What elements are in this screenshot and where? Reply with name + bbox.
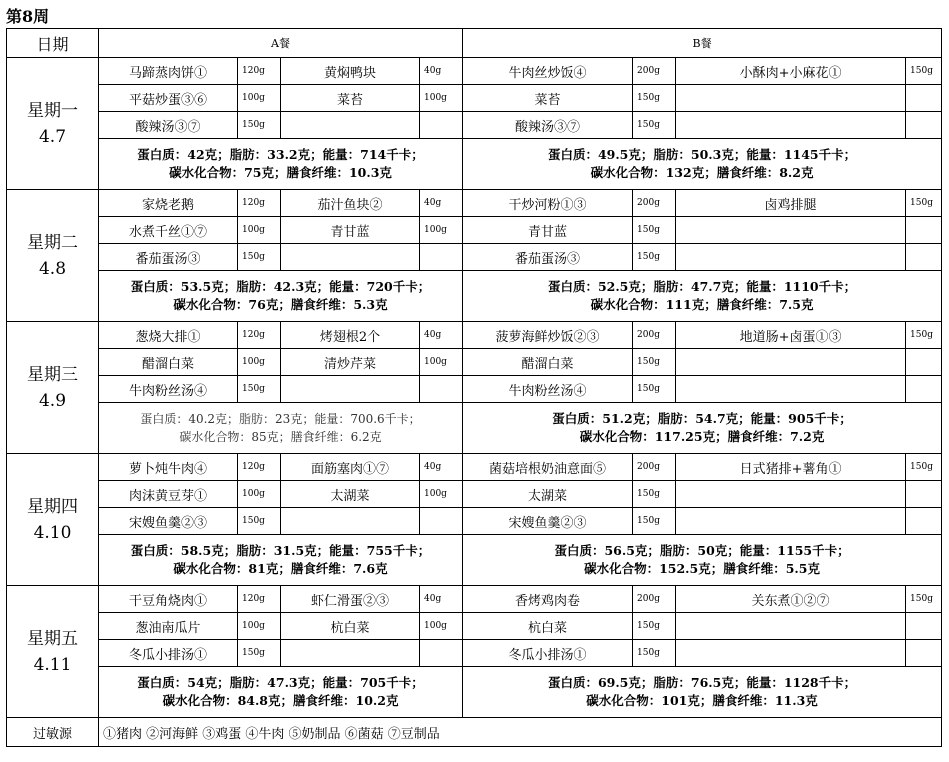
- b-dish-side-weight: 150g: [906, 58, 942, 85]
- dish-row: [7, 85, 942, 112]
- b-dish-main-weight: 150g: [633, 244, 676, 271]
- b-nutrition: [463, 403, 942, 454]
- a-dish-side-weight: 100g: [420, 481, 463, 508]
- b-dish-side: [676, 112, 906, 139]
- a-dish-side-weight: 40g: [420, 454, 463, 481]
- b-dish-side-weight: [906, 85, 942, 112]
- a-dish-side: 青甘蓝: [281, 217, 420, 244]
- a-dish-main: 冬瓜小排汤①: [99, 640, 238, 667]
- b-dish-main: 番茄蛋汤③: [463, 244, 633, 271]
- a-dish-side: [281, 508, 420, 535]
- dish-row: [7, 376, 942, 403]
- a-dish-main-weight: 120g: [238, 58, 281, 85]
- b-dish-side-weight: [906, 217, 942, 244]
- b-dish-main-weight: 200g: [633, 322, 676, 349]
- nutrition-row: [7, 667, 942, 718]
- a-dish-side: [281, 640, 420, 667]
- a-dish-side-weight: [420, 112, 463, 139]
- a-dish-main: 萝卜炖牛肉④: [99, 454, 238, 481]
- nutrition-line: 碳水化合物：132克；膳食纤维：8.2克: [590, 165, 814, 180]
- day-cell: [7, 586, 99, 718]
- nutrition-line: 碳水化合物：75克；膳食纤维：10.3克: [169, 165, 392, 180]
- day-cell: [7, 454, 99, 586]
- b-dish-side: [676, 508, 906, 535]
- b-dish-main-weight: 150g: [633, 85, 676, 112]
- b-dish-main-weight: 150g: [633, 376, 676, 403]
- b-dish-side: [676, 244, 906, 271]
- allergy-row: [7, 718, 942, 747]
- b-dish-main-weight: 200g: [633, 454, 676, 481]
- b-dish-side: [676, 613, 906, 640]
- b-dish-side-weight: [906, 376, 942, 403]
- a-dish-side: 虾仁滑蛋②③: [281, 586, 420, 613]
- menu-table: [6, 28, 942, 747]
- a-dish-main-weight: 150g: [238, 508, 281, 535]
- b-dish-main: 青甘蓝: [463, 217, 633, 244]
- dish-row: [7, 58, 942, 85]
- b-dish-side-weight: 150g: [906, 454, 942, 481]
- day-date: 4.10: [33, 522, 72, 543]
- b-dish-main-weight: 200g: [633, 58, 676, 85]
- a-dish-main: 醋溜白菜: [99, 349, 238, 376]
- a-dish-main-weight: 100g: [238, 217, 281, 244]
- b-dish-main: 太湖菜: [463, 481, 633, 508]
- a-dish-side-weight: 40g: [420, 58, 463, 85]
- a-dish-side: 茄汁鱼块②: [281, 190, 420, 217]
- dish-row: [7, 454, 942, 481]
- b-dish-main-weight: 200g: [633, 190, 676, 217]
- a-dish-main: 水煮千丝①⑦: [99, 217, 238, 244]
- b-nutrition: [463, 667, 942, 718]
- b-dish-side: 小酥肉+小麻花①: [676, 58, 906, 85]
- nutrition-line: 碳水化合物：85克；膳食纤维：6.2克: [179, 430, 382, 444]
- nutrition-row: [7, 535, 942, 586]
- a-dish-main-weight: 150g: [238, 112, 281, 139]
- b-dish-main: 杭白菜: [463, 613, 633, 640]
- a-nutrition: [99, 139, 463, 190]
- nutrition-line: 蛋白质：69.5克；脂肪：76.5克；能量：1128千卡；: [547, 675, 857, 690]
- a-nutrition: [99, 403, 463, 454]
- b-dish-side-weight: [906, 508, 942, 535]
- a-nutrition: [99, 271, 463, 322]
- day-cell: [7, 58, 99, 190]
- a-dish-main-weight: 150g: [238, 376, 281, 403]
- a-dish-main-weight: 150g: [238, 244, 281, 271]
- a-dish-side: [281, 376, 420, 403]
- allergy-list: ①猪肉 ②河海鲜 ③鸡蛋 ④牛肉 ⑤奶制品 ⑥菌菇 ⑦豆制品: [99, 718, 942, 747]
- b-dish-main-weight: 150g: [633, 349, 676, 376]
- day-name: 星期四: [27, 496, 78, 517]
- b-dish-main-weight: 150g: [633, 613, 676, 640]
- dish-row: [7, 190, 942, 217]
- day-name: 星期二: [27, 232, 78, 253]
- b-dish-side-weight: [906, 481, 942, 508]
- a-dish-main-weight: 120g: [238, 586, 281, 613]
- a-nutrition: [99, 535, 463, 586]
- a-dish-main: 干豆角烧肉①: [99, 586, 238, 613]
- b-dish-main-weight: 150g: [633, 217, 676, 244]
- a-dish-main: 牛肉粉丝汤④: [99, 376, 238, 403]
- a-dish-main: 宋嫂鱼羹②③: [99, 508, 238, 535]
- b-dish-main-weight: 150g: [633, 112, 676, 139]
- nutrition-row: [7, 139, 942, 190]
- a-dish-side: 杭白菜: [281, 613, 420, 640]
- dish-row: [7, 508, 942, 535]
- nutrition-line: 碳水化合物：84.8克；膳食纤维：10.2克: [162, 693, 399, 708]
- b-dish-side: 日式猪排+薯角①: [676, 454, 906, 481]
- a-dish-main-weight: 100g: [238, 481, 281, 508]
- a-dish-side-weight: 40g: [420, 586, 463, 613]
- b-dish-main: 牛肉粉丝汤④: [463, 376, 633, 403]
- a-dish-main-weight: 100g: [238, 349, 281, 376]
- dish-row: [7, 481, 942, 508]
- a-dish-main: 平菇炒蛋③⑥: [99, 85, 238, 112]
- nutrition-line: 蛋白质：52.5克；脂肪：47.7克；能量：1110千卡；: [547, 279, 857, 294]
- a-dish-main-weight: 120g: [238, 454, 281, 481]
- week-title: 第8周: [6, 7, 50, 26]
- b-dish-side-weight: [906, 349, 942, 376]
- a-dish-side: 黄焖鸭块: [281, 58, 420, 85]
- day-date: 4.8: [38, 258, 67, 279]
- b-dish-main-weight: 150g: [633, 508, 676, 535]
- dish-row: [7, 586, 942, 613]
- a-dish-main: 葱油南瓜片: [99, 613, 238, 640]
- b-dish-main: 冬瓜小排汤①: [463, 640, 633, 667]
- a-dish-side: [281, 112, 420, 139]
- dish-row: [7, 349, 942, 376]
- allergy-label: 过敏源: [7, 718, 99, 747]
- nutrition-line: 碳水化合物：81克；膳食纤维：7.6克: [173, 561, 388, 576]
- b-dish-main: 酸辣汤③⑦: [463, 112, 633, 139]
- b-dish-main: 菜苔: [463, 85, 633, 112]
- a-dish-main: 葱烧大排①: [99, 322, 238, 349]
- a-dish-main-weight: 120g: [238, 322, 281, 349]
- a-dish-side: 太湖菜: [281, 481, 420, 508]
- b-dish-main-weight: 200g: [633, 586, 676, 613]
- b-dish-side: [676, 217, 906, 244]
- b-dish-side: 地道肠+卤蛋①③: [676, 322, 906, 349]
- a-dish-side-weight: 40g: [420, 190, 463, 217]
- b-dish-side: [676, 349, 906, 376]
- b-dish-side: [676, 640, 906, 667]
- nutrition-line: 蛋白质：54克；脂肪：47.3克；能量：705千卡；: [137, 675, 424, 690]
- b-dish-side: [676, 481, 906, 508]
- nutrition-line: 碳水化合物：76克；膳食纤维：5.3克: [173, 297, 388, 312]
- nutrition-line: 碳水化合物：101克；膳食纤维：11.3克: [586, 693, 818, 708]
- b-dish-side-weight: [906, 244, 942, 271]
- day-cell: [7, 190, 99, 322]
- a-dish-main: 家烧老鹅: [99, 190, 238, 217]
- a-dish-side-weight: [420, 640, 463, 667]
- nutrition-row: [7, 403, 942, 454]
- a-dish-main: 肉沫黄豆芽①: [99, 481, 238, 508]
- header-a-meal: A餐: [99, 29, 463, 58]
- a-dish-side-weight: [420, 376, 463, 403]
- day-date: 4.11: [33, 654, 72, 675]
- b-dish-side: [676, 376, 906, 403]
- b-dish-main: 香烤鸡肉卷: [463, 586, 633, 613]
- a-dish-side-weight: 100g: [420, 217, 463, 244]
- b-dish-main: 菌菇培根奶油意面⑤: [463, 454, 633, 481]
- day-date: 4.9: [38, 390, 67, 411]
- day-name: 星期三: [27, 364, 78, 385]
- b-dish-side-weight: 150g: [906, 322, 942, 349]
- b-dish-main: 菠萝海鲜炒饭②③: [463, 322, 633, 349]
- b-dish-main: 牛肉丝炒饭④: [463, 58, 633, 85]
- a-dish-side: [281, 244, 420, 271]
- dish-row: [7, 217, 942, 244]
- b-dish-side-weight: 150g: [906, 586, 942, 613]
- header-b-meal: B餐: [463, 29, 942, 58]
- b-dish-side-weight: [906, 112, 942, 139]
- header-row: [7, 29, 942, 58]
- b-dish-side: 关东煮①②⑦: [676, 586, 906, 613]
- a-dish-side-weight: 100g: [420, 613, 463, 640]
- nutrition-line: 蛋白质：56.5克；脂肪：50克；能量：1155千卡；: [554, 543, 850, 558]
- a-dish-main-weight: 100g: [238, 613, 281, 640]
- b-dish-main: 宋嫂鱼羹②③: [463, 508, 633, 535]
- nutrition-line: 碳水化合物：117.25克；膳食纤维：7.2克: [579, 429, 825, 444]
- header-date: 日期: [7, 29, 99, 58]
- a-dish-main: 番茄蛋汤③: [99, 244, 238, 271]
- dish-row: [7, 244, 942, 271]
- a-dish-side-weight: [420, 508, 463, 535]
- b-dish-main-weight: 150g: [633, 640, 676, 667]
- day-name: 星期五: [27, 628, 78, 649]
- day-date: 4.7: [38, 126, 67, 147]
- a-dish-side: 面筋塞肉①⑦: [281, 454, 420, 481]
- b-nutrition: [463, 139, 942, 190]
- a-dish-main-weight: 150g: [238, 640, 281, 667]
- nutrition-line: 蛋白质：40.2克；脂肪：23克；能量：700.6千卡；: [140, 412, 421, 426]
- a-nutrition: [99, 667, 463, 718]
- nutrition-line: 蛋白质：51.2克；脂肪：54.7克；能量：905千卡；: [552, 411, 852, 426]
- nutrition-line: 蛋白质：53.5克；脂肪：42.3克；能量：720千卡；: [130, 279, 431, 294]
- a-dish-main-weight: 120g: [238, 190, 281, 217]
- nutrition-line: 蛋白质：42克；脂肪：33.2克；能量：714千卡；: [137, 147, 424, 162]
- nutrition-line: 碳水化合物：111克；膳食纤维：7.5克: [590, 297, 814, 312]
- nutrition-line: 蛋白质：49.5克；脂肪：50.3克；能量：1145千卡；: [547, 147, 857, 162]
- nutrition-line: 蛋白质：58.5克；脂肪：31.5克；能量：755千卡；: [130, 543, 431, 558]
- a-dish-main: 马蹄蒸肉饼①: [99, 58, 238, 85]
- dish-row: [7, 640, 942, 667]
- b-nutrition: [463, 535, 942, 586]
- b-dish-main: 醋溜白菜: [463, 349, 633, 376]
- dish-row: [7, 112, 942, 139]
- a-dish-main-weight: 100g: [238, 85, 281, 112]
- nutrition-row: [7, 271, 942, 322]
- day-name: 星期一: [27, 100, 78, 121]
- b-dish-side: [676, 85, 906, 112]
- dish-row: [7, 613, 942, 640]
- b-dish-main: 干炒河粉①③: [463, 190, 633, 217]
- a-dish-side-weight: [420, 244, 463, 271]
- dish-row: [7, 322, 942, 349]
- a-dish-main: 酸辣汤③⑦: [99, 112, 238, 139]
- a-dish-side: 清炒芹菜: [281, 349, 420, 376]
- a-dish-side-weight: 40g: [420, 322, 463, 349]
- b-dish-main-weight: 150g: [633, 481, 676, 508]
- nutrition-line: 碳水化合物：152.5克；膳食纤维：5.5克: [584, 561, 820, 576]
- b-dish-side: 卤鸡排腿: [676, 190, 906, 217]
- a-dish-side: 烤翅根2个: [281, 322, 420, 349]
- a-dish-side-weight: 100g: [420, 85, 463, 112]
- b-dish-side-weight: 150g: [906, 190, 942, 217]
- b-nutrition: [463, 271, 942, 322]
- a-dish-side: 菜苔: [281, 85, 420, 112]
- b-dish-side-weight: [906, 640, 942, 667]
- b-dish-side-weight: [906, 613, 942, 640]
- day-cell: [7, 322, 99, 454]
- a-dish-side-weight: 100g: [420, 349, 463, 376]
